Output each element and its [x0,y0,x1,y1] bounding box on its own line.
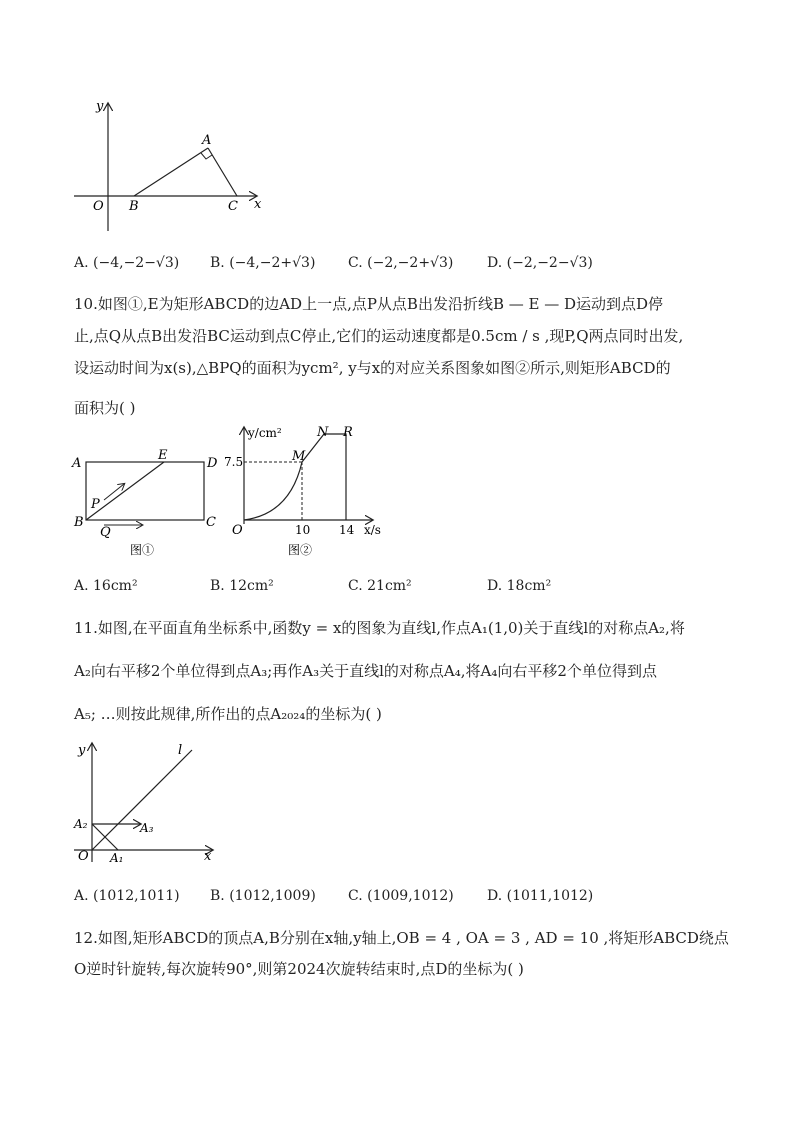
point-b-label: B [129,199,139,214]
svg-text:y/cm²: y/cm² [248,426,282,440]
svg-text:图①: 图① [130,543,155,557]
q10-text-line-1: 10.如图①,E为矩形ABCD的边AD上一点,点P从点B出发沿折线B — E — D运动到点D停 [74,295,664,313]
q11-option-b[interactable]: B. (1012,1009) [210,888,316,904]
svg-text:7.5: 7.5 [224,455,244,469]
segment-ba [134,148,208,196]
q9-option-a[interactable]: A. (−4,−2−√3) [74,255,180,271]
q12-text-line-1: 12.如图,矩形ABCD的顶点A,B分别在x轴,y轴上,OB = 4 , OA = 3 , AD = 10 ,将矩形ABCD绕点 [74,929,729,947]
svg-text:图②: 图② [288,543,313,557]
q10-figure-2-graph [222,422,392,562]
q10-option-a[interactable]: A. 16cm² [74,578,138,594]
svg-text:l: l [178,743,183,758]
svg-text:M: M [292,449,306,464]
y-axis-label: y [96,99,104,114]
svg-text:C: C [206,515,216,530]
svg-text:A₂: A₂ [74,817,88,831]
svg-text:D: D [207,456,218,471]
q9-option-c[interactable]: C. (−2,−2+√3) [348,255,454,271]
svg-text:O: O [78,849,89,864]
origin-label: O [93,199,104,214]
q10-text-line-2: 止,点Q从点B出发沿BC运动到点C停止,它们的运动速度都是0.5cm / s ,现P,Q两点同时出发, [74,327,684,345]
q10-figure-1-rectangle [66,448,226,560]
q11-text-line-2: A₂向右平移2个单位得到点A₃;再作A₃关于直线l的对称点A₄,将A₄向右平移2个单位得到点 [74,662,657,680]
point-c-label: C [228,199,238,214]
q10-text-line-3: 设运动时间为x(s),△BPQ的面积为ycm², y与x的对应关系图象如图②所示,则矩形ABCD的 [74,359,671,377]
x-axis-label: x [254,197,262,212]
segment-ac [208,148,237,196]
point-a-label: A [202,133,212,148]
q9-coordinate-figure [66,96,276,236]
q10-option-c[interactable]: C. 21cm² [348,578,412,594]
svg-text:A₃: A₃ [140,821,154,835]
q10-text-line-4: 面积为( ) [74,399,136,417]
svg-text:x/s: x/s [364,523,381,537]
right-angle-mark [201,153,212,159]
svg-text:Q: Q [100,525,111,540]
svg-text:B: B [74,515,84,530]
q9-option-b[interactable]: B. (−4,−2+√3) [210,255,316,271]
q11-option-c[interactable]: C. (1009,1012) [348,888,454,904]
svg-text:14: 14 [339,523,355,537]
svg-text:y: y [78,743,86,758]
q11-text-line-3: A₅; …则按此规律,所作出的点A₂₀₂₄的坐标为( ) [74,705,382,723]
svg-text:x: x [204,849,212,864]
q9-option-d[interactable]: D. (−2,−2−√3) [487,255,593,271]
svg-text:P: P [91,497,100,512]
svg-text:N: N [317,425,329,440]
svg-text:R: R [343,425,353,440]
q11-option-a[interactable]: A. (1012,1011) [74,888,180,904]
svg-text:E: E [158,448,168,463]
q11-text-line-1: 11.如图,在平面直角坐标系中,函数y = x的图象为直线l,作点A₁(1,0)关于直线l的对称点A₂,将 [74,619,685,637]
q11-coordinate-figure [66,738,226,868]
q10-option-d[interactable]: D. 18cm² [487,578,552,594]
svg-text:A₁: A₁ [110,851,124,865]
svg-text:O: O [232,523,243,538]
svg-text:A: A [72,456,82,471]
q12-text-line-2: O逆时针旋转,每次旋转90°,则第2024次旋转结束时,点D的坐标为( ) [74,960,524,978]
q11-option-d[interactable]: D. (1011,1012) [487,888,594,904]
q10-option-b[interactable]: B. 12cm² [210,578,274,594]
svg-text:10: 10 [295,523,311,537]
